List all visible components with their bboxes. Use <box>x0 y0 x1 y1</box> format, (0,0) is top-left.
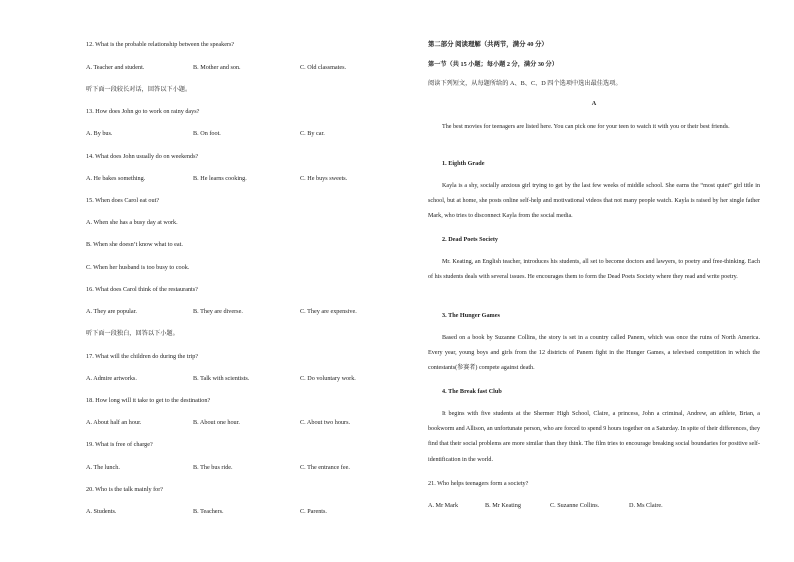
movie-1-title: 1. Eighth Grade <box>442 160 485 167</box>
section-title: 第一节（共 15 小题；每小题 2 分，满分 30 分） <box>428 61 558 68</box>
option-a: A. Teacher and student. <box>86 64 145 71</box>
question-21: 21. Who helps teenagers form a society? <box>428 480 529 487</box>
question-16: 16. What does Carol think of the restaurants? <box>86 286 198 293</box>
option-a: A. By bus. <box>86 130 113 137</box>
option-a: A. Mr Mark <box>428 502 459 509</box>
question-12: 12. What is the probable relationship between the speakers? <box>86 41 235 48</box>
movie-3-title: 3. The Hunger Games <box>442 312 500 319</box>
option-c: C. Old classmates. <box>300 64 347 71</box>
option-c: C. The entrance fee. <box>300 464 350 471</box>
movie-1-text: Kayla is a shy, socially anxious girl trying to get by the last few weeks of middle school. She earns the “most quiet” girl title in school, but at home, she posts online self-help and motivational videos that not many people watch. Kayla is raised by her single father Mark, who tries to disconnect Kayla from the social media. <box>428 183 760 220</box>
option-b: B. Mother and son. <box>193 64 241 71</box>
option-a: A. They are popular. <box>86 308 137 315</box>
option-c: C. Do voluntary work. <box>300 375 356 382</box>
option-b: B. He learns cooking. <box>193 175 247 182</box>
option-c: C. By car. <box>300 130 325 137</box>
question-17: 17. What will the children do during the trip? <box>86 353 199 360</box>
question-15: 15. When does Carol eat out? <box>86 197 160 204</box>
option-b: B. When she doesn’t know what to eat. <box>86 241 183 248</box>
question-18: 18. How long will it take to get to the destination? <box>86 397 211 404</box>
option-b: B. On foot. <box>193 130 221 137</box>
option-a: A. He bakes something. <box>86 175 146 182</box>
question-19: 19. What is free of charge? <box>86 441 153 448</box>
movie-4-title: 4. The Break fast Club <box>442 388 502 395</box>
option-b: B. They are diverse. <box>193 308 243 315</box>
listening-instruction-1: 听下面一段较长对话，回答以下小题。 <box>86 86 192 93</box>
option-b: B. Talk with scientists. <box>193 375 250 382</box>
option-c: C. He buys sweets. <box>300 175 348 182</box>
passage-label: A <box>591 100 597 107</box>
option-c: C. Parents. <box>300 508 327 515</box>
movie-2-text: Mr. Keating, an English teacher, introduces his students, all set to become doctors and lawyers, to poetry and free-thinking. Each of his students deals with several issues. He encourages them to form the Dead Poets Society where they read and write poetry. <box>428 259 760 281</box>
option-c: C. Suzanne Collins. <box>550 502 600 509</box>
passage-intro: The best movies for teenagers are listed here. You can pick one for your teen to watch it with you or their best friends. <box>442 124 730 130</box>
reading-instruction: 阅读下列短文，从每题所给的 A、B、C、D 四个选项中选出最佳选项。 <box>428 80 622 87</box>
option-a: A. Admire artworks. <box>86 375 137 382</box>
question-14: 14. What does John usually do on weekends? <box>86 153 199 160</box>
option-b: B. The bus ride. <box>193 464 233 471</box>
movie-3-text: Based on a book by Suzanne Collins, the story is set in a country called Panem, which was once the ruins of North America. Every year, young boys and girls from the 12 districts of Panem fight in the Hunger Games, a televised competition in which the contestants(参赛者) compete against death. <box>428 335 760 372</box>
option-a: A. About half an hour. <box>86 419 142 426</box>
option-d: D. Ms Claire. <box>629 502 663 509</box>
option-c: C. They are expensive. <box>300 308 357 315</box>
option-b: B. Teachers. <box>193 508 224 515</box>
option-c: C. About two hours. <box>300 419 351 426</box>
part-title: 第二部分 阅读理解（共两节，满分 40 分） <box>428 41 548 48</box>
movie-2-title: 2. Dead Poets Society <box>442 236 499 243</box>
question-13: 13. How does John go to work on rainy days? <box>86 108 200 115</box>
question-20: 20. Who is the talk mainly for? <box>86 486 164 493</box>
listening-instruction-2: 听下面一段独白，回答以下小题。 <box>86 330 179 337</box>
option-b: B. Mr Keating <box>485 502 521 509</box>
option-a: A. Students. <box>86 508 117 515</box>
option-c: C. When her husband is too busy to cook. <box>86 264 190 271</box>
option-b: B. About one hour. <box>193 419 240 426</box>
option-a: A. When she has a busy day at work. <box>86 219 178 226</box>
option-a: A. The lunch. <box>86 464 120 471</box>
movie-4-text: It begins with five students at the Shermer High School, Claire, a princess, John a criminal, Andrew, an athlete, Brian, a bookworm and Allison, an unfortunate person, who are forced to spend 9 hours together on a Saturday. In spite of their differences, they find that their social problems are more similar than they think. The film tries to encourage breaking social boundaries for positive self-identification in the world. <box>428 411 760 463</box>
